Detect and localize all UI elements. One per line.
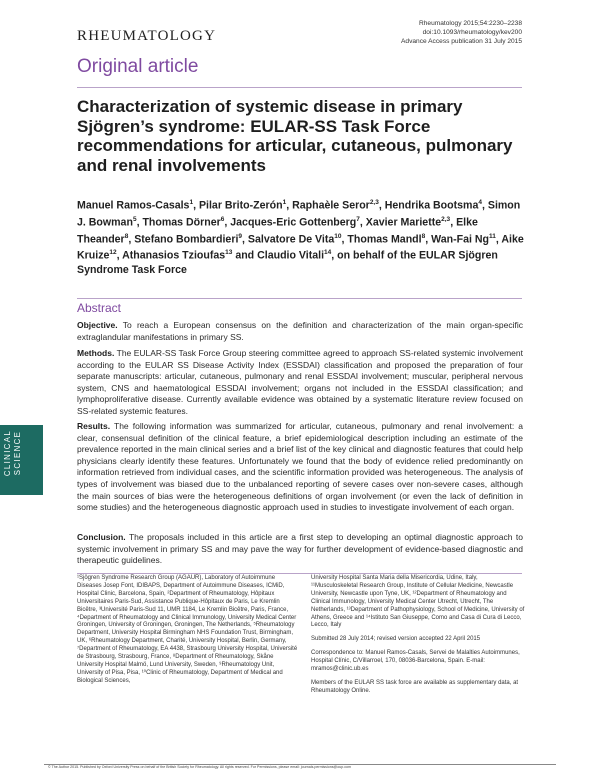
divider bbox=[77, 87, 522, 88]
author-separator: , bbox=[128, 233, 135, 246]
abstract-results bbox=[77, 421, 523, 514]
author-separator: , bbox=[242, 233, 248, 246]
author-name: Claudio Vitali bbox=[257, 250, 325, 263]
author-affiliation-marker: 2,3 bbox=[441, 215, 451, 223]
author-name: Thomas Dörner bbox=[142, 216, 221, 229]
affiliations-right bbox=[311, 575, 525, 696]
conclusion-text: The proposals included in this article are a first step to developing an optimal diagnostic approach to systemic involvement in primary SS and may pave the way for further development of evidence-based diagnostic and therapeutic guidelines. bbox=[77, 532, 523, 566]
author-name: Xavier Mariette bbox=[365, 216, 442, 229]
submission-dates: Submitted 28 July 2014; revised version accepted 22 April 2015 bbox=[311, 636, 481, 643]
author-name: Manuel Ramos-Casals bbox=[77, 199, 190, 212]
author-separator: , on behalf of the EULAR Sjögren Syndrome Task Force bbox=[77, 250, 498, 277]
journal-name: RHEUMATOLOGY bbox=[77, 28, 217, 44]
author-separator: , bbox=[193, 199, 199, 212]
author-separator: , bbox=[224, 216, 231, 229]
author-name: Stefano Bombardieri bbox=[134, 233, 239, 246]
author-name: Athanasios Tzioufas bbox=[122, 250, 226, 263]
author-affiliation-marker: 8 bbox=[421, 232, 426, 240]
author-name: Salvatore De Vita bbox=[247, 233, 335, 246]
author-separator: , bbox=[341, 233, 348, 246]
author-name: Hendrika Bootsma bbox=[384, 199, 479, 212]
author-separator: , bbox=[136, 216, 143, 229]
correspondence: Correspondence to: Manuel Ramos-Casals, Servei de Malalties Autoimmunes, Hospital Clínic, C/Villarroel, 170, 08036-Barcelona, Spain. E-mail: mramos@clinic.ub.es bbox=[311, 650, 520, 673]
author-separator: , bbox=[286, 199, 293, 212]
author-affiliation-marker: 12 bbox=[109, 249, 117, 257]
divider bbox=[77, 298, 522, 299]
abstract-heading: Abstract bbox=[77, 301, 122, 315]
author-affiliation-marker: 1 bbox=[189, 199, 194, 206]
author-name: Aike Kruize bbox=[77, 233, 524, 263]
citation: Rheumatology 2015;54:2230–2238 bbox=[418, 20, 522, 27]
author-name: Raphaèle Seror bbox=[292, 199, 370, 212]
members-note: Members of the EULAR SS task force are available as supplementary data, at Rheumatology Online. bbox=[311, 679, 519, 694]
affiliations-left: ¹Sjögren Syndrome Research Group (AGAUR), Laboratory of Autoimmune Diseases Josep Font, IDIBAPS, Department of Autoimmune Diseases, ICMiD, Hospital Clinic, Barcelona, Spain, ²Department of Rheumatology, Hôpitaux Universitaires Paris-Sud, Assistance Publique-Hôpitaux de Paris, Le Kremlin Bicêtre, ³Université Paris-Sud 11, UMR 1184, Le Kremlin Bicêtre, Paris, France, ⁴Department of Rheumatology and Clinical Immunology, University Medical Center Groningen, University of Groningen, Groningen, The Netherlands, ⁵Rheumatology Department, University Hospital Birmingham NHS Foundation Trust, Birmingham, UK, ⁶Rheumatology Department, Charité, University Hospital, Berlin, Germany, ⁷Department of Rheumatology, EA 4438, Strasbourg University Hospital, Université de Strasbourg, Strasbourg, France, ⁸Department of Rheumatology, Skåne University Hospital Malmö, Lund University, Sweden, ⁹Rheumatology Unit, University of Pisa, Pisa, ¹⁰Clinic of Rheumatology, Department of Medical and Biological Sciences, bbox=[77, 575, 298, 684]
section-label: Original article bbox=[77, 56, 199, 77]
citation-block bbox=[401, 19, 522, 46]
author-affiliation-marker: 1 bbox=[282, 199, 287, 206]
abstract-conclusion bbox=[77, 532, 523, 567]
methods-text: The EULAR-SS Task Force Group steering committee agreed to approach SS-related systemic involvement according to the EULAR SS Disease Activity Index (ESSDAI) classification and proposed the preparation of four separate manuscripts: articular, cutaneous, pulmonary and renal ESSDAI involvement; muscular, peripheral nervous system, CNS and haematological ESSDAI involvement; organs not included in the ESSDAI classification; and lymphoproliferative disease. Currently available evidence was obtained by a systematic literature review focused on SS-related systemic features. bbox=[77, 348, 523, 416]
author-separator: , bbox=[359, 216, 366, 229]
author-name: Simon J. Bowman bbox=[77, 199, 521, 229]
author-affiliation-marker: 9 bbox=[238, 232, 243, 240]
author-separator: , bbox=[481, 199, 488, 212]
clinical-science-label: CLINICAL SCIENCE bbox=[3, 429, 22, 477]
author-name: Pilar Brito-Zerón bbox=[198, 199, 283, 212]
abstract-objective bbox=[77, 320, 523, 343]
article-title: Characterization of systemic disease in primary Sjögren’s syndrome: EULAR-SS Task Force recommendations for articular, cutaneous, pulmonary and renal involvements bbox=[77, 97, 513, 175]
author-affiliation-marker: 11 bbox=[488, 232, 496, 240]
author-separator: , bbox=[425, 233, 432, 246]
author-affiliation-marker: 7 bbox=[356, 215, 360, 223]
author-separator: and bbox=[232, 250, 258, 263]
author-separator: , bbox=[116, 250, 123, 263]
author-name: Wan-Fai Ng bbox=[431, 233, 489, 246]
objective-label: Objective. bbox=[77, 320, 118, 330]
doi[interactable]: doi:10.1093/rheumatology/kev200 bbox=[422, 29, 522, 36]
author-separator: , bbox=[450, 216, 457, 229]
objective-text: To reach a European consensus on the definition and characterization of the main organ-specific extraglandular manifestations in primary SS. bbox=[77, 320, 523, 342]
author-affiliation-marker: 5 bbox=[132, 215, 137, 223]
author-name: Elke Theander bbox=[77, 216, 478, 246]
conclusion-label: Conclusion. bbox=[77, 532, 126, 542]
author-affiliation-marker: 4 bbox=[478, 199, 482, 206]
affiliations-continued: University Hospital Santa Maria della Misericordia, Udine, Italy, ¹¹Musculoskeletal Research Group, Institute of Cellular Medicine, Newcastle University, Newcastle upon Tyne, UK, ¹²Department of Rheumatology and Clinical Immunology, University Medical Center Utrecht, Utrecht, The Netherlands, ¹³Department of Pathophysiology, School of Medicine, University of Athens, Greece and ¹⁴Istituto San Giuseppe, Como and Casa di Cura di Lecco, Lecco, Italy bbox=[311, 575, 525, 629]
author-name: Thomas Mandl bbox=[347, 233, 422, 246]
author-affiliation-marker: 13 bbox=[225, 249, 233, 257]
author-affiliation-marker: 2,3 bbox=[369, 199, 379, 206]
results-label: Results. bbox=[77, 421, 111, 431]
advance-access: Advance Access publication 31 July 2015 bbox=[401, 38, 522, 45]
abstract-methods bbox=[77, 348, 523, 418]
author-affiliation-marker: 10 bbox=[334, 232, 342, 240]
divider bbox=[77, 573, 522, 574]
author-list bbox=[77, 196, 532, 278]
author-separator: , bbox=[378, 199, 385, 212]
author-affiliation-marker: 8 bbox=[124, 232, 129, 240]
author-affiliation-marker: 14 bbox=[324, 249, 332, 257]
methods-label: Methods. bbox=[77, 348, 115, 358]
author-separator: , bbox=[495, 233, 502, 246]
copyright-footer: © The Author 2015. Published by Oxford University Press on behalf of the British Society for Rheumatology. All rights reserved. For Permissions, please email: journals.permissions@oup.com bbox=[48, 765, 351, 769]
results-text: The following information was summarized for articular, cutaneous, pulmonary and renal involvement: a clear, consensual definition of the clinical feature, a brief epidemiological description including an estimate of the prevalence reported in the main clinical series and a brief list of the key clinical and diagnostic features that could help physicians clearly identify these features. Unfortunately we found that the body of evidence relied predominantly on information retrieved from individual cases, and the scientific information provided was heterogeneous. The analysis of types of involvement was biased due to the unbalanced reporting of severe cases over non-severe cases, although the main sources of bias were the heterogeneous definitions of organ involvement (or even the lack of definition in some studies) and the heterogeneous diagnostic approach used in studies to investigate involvement of each organ. bbox=[77, 421, 523, 513]
author-name: Jacques-Eric Gottenberg bbox=[230, 216, 357, 229]
author-affiliation-marker: 6 bbox=[220, 215, 225, 223]
